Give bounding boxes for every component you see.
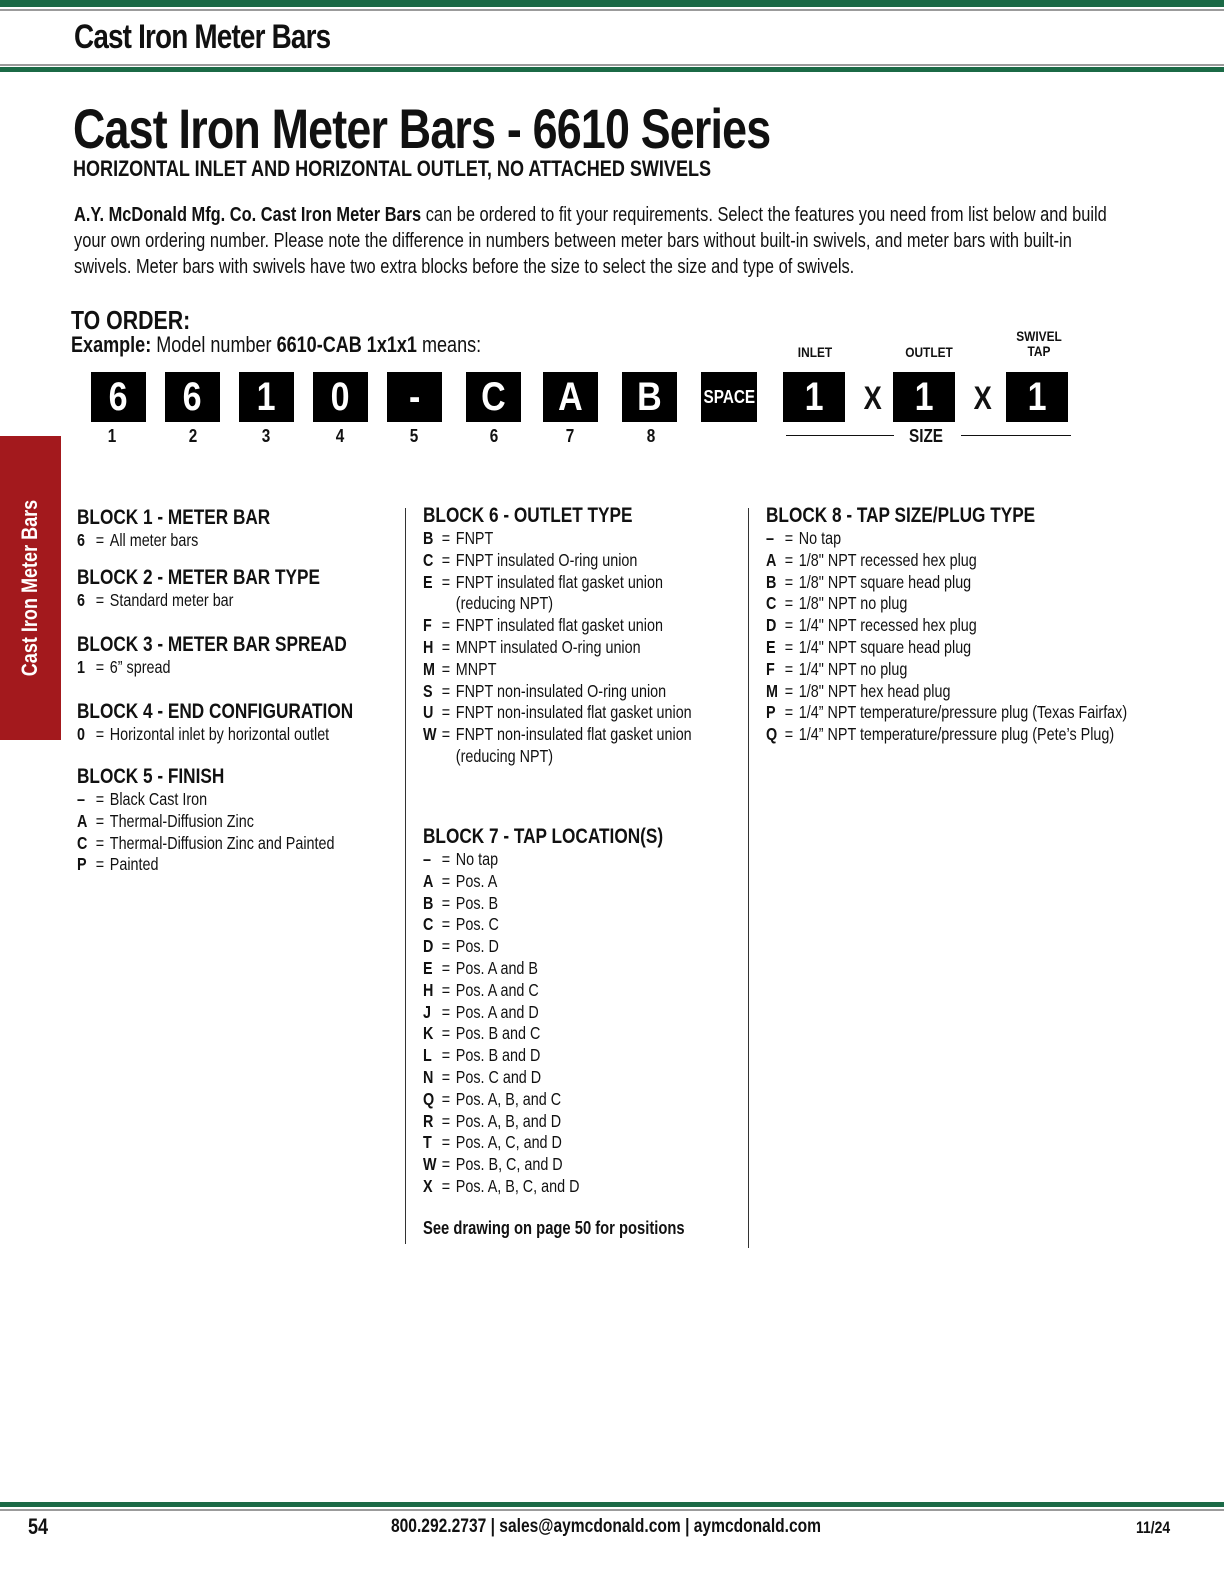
- position-number-1: 1: [107, 426, 117, 446]
- option-row: [423, 914, 751, 936]
- block-4-title: BLOCK 4 - END CONFIGURATION: [77, 700, 354, 723]
- inlet-label: INLET: [797, 344, 833, 360]
- option-description: Pos. A and B: [455, 957, 538, 978]
- page-subtitle: HORIZONTAL INLET AND HORIZONTAL OUTLET, NO ATTACHED SWIVELS: [73, 156, 712, 181]
- order-box-1-value: 6: [109, 374, 128, 419]
- option-description: No tap: [455, 849, 499, 869]
- option-row: [423, 1023, 751, 1045]
- option-code: H: [423, 979, 434, 1000]
- option-code: 6: [77, 530, 85, 550]
- option-equals: =: [784, 571, 794, 592]
- option-equals: =: [95, 724, 105, 744]
- option-code: C: [77, 832, 88, 853]
- option-code: D: [423, 936, 434, 957]
- option-row: [423, 1067, 751, 1089]
- option-row: [766, 702, 1160, 724]
- option-equals: =: [95, 810, 105, 831]
- option-row: [423, 1176, 751, 1198]
- option-row: [423, 702, 702, 724]
- option-row: [423, 1154, 751, 1176]
- option-equals: =: [784, 549, 794, 570]
- option-row: [77, 833, 405, 855]
- page-title: Cast Iron Meter Bars - 6610 Series: [73, 97, 771, 160]
- option-row: [766, 637, 1160, 659]
- option-equals: =: [441, 680, 451, 701]
- option-equals: =: [95, 590, 105, 610]
- option-description: Pos. A and C: [455, 979, 539, 1000]
- option-row: [766, 724, 1160, 746]
- option-code: 1: [77, 657, 85, 677]
- option-row: [766, 659, 1160, 681]
- option-code: X: [423, 1175, 433, 1196]
- option-code: P: [77, 854, 87, 875]
- option-equals: =: [95, 789, 105, 809]
- option-description: Pos. A, B, and D: [455, 1110, 562, 1131]
- option-row: [77, 590, 405, 612]
- footer-contact: 800.292.2737 | sales@aymcdonald.com | aymcdonald.com: [390, 1516, 822, 1537]
- block-5: [77, 765, 405, 876]
- option-description: FNPT insulated flat gasket union (reducing NPT): [455, 571, 663, 614]
- block-7-note: See drawing on page 50 for positions: [423, 1217, 685, 1238]
- intro-text: can be ordered to fit your requirements. Select the features you need from list below and build your own ordering number. Please note the difference in numbers between meter bars without built-in swivels, and meter bars with built-in swivels. Meter bars with swivels have two extra blocks before the size to select the size and type of swivels.: [74, 204, 1107, 278]
- option-equals: =: [441, 849, 451, 869]
- option-row: [77, 789, 405, 811]
- option-code: W: [423, 1154, 437, 1175]
- order-box-7-value: A: [558, 374, 583, 419]
- option-code: R: [423, 1110, 434, 1131]
- option-description: FNPT insulated O-ring union: [455, 549, 638, 570]
- side-section-tab: [0, 436, 61, 740]
- option-description: 1/4” NPT temperature/pressure plug (Texas Fairfax): [798, 702, 1128, 723]
- option-code: C: [423, 914, 434, 935]
- option-code: E: [423, 571, 433, 592]
- option-row: [423, 893, 751, 915]
- option-code: F: [766, 658, 775, 679]
- order-box-8-value: B: [637, 374, 662, 419]
- option-equals: =: [441, 892, 451, 913]
- size-separator-1: X: [863, 380, 882, 416]
- option-description: Standard meter bar: [109, 590, 234, 610]
- option-equals: =: [784, 615, 794, 636]
- option-code: A: [423, 870, 434, 891]
- option-code: J: [423, 1001, 431, 1022]
- option-equals: =: [784, 528, 794, 548]
- option-equals: =: [441, 636, 451, 657]
- order-box-2: [165, 372, 220, 422]
- order-box-swivel: [1006, 372, 1068, 422]
- order-box-space: [701, 372, 757, 422]
- option-row: [766, 615, 1160, 637]
- option-description: Pos. A, B, C, and D: [455, 1175, 580, 1196]
- option-code: 0: [77, 724, 85, 744]
- option-row: [423, 936, 751, 958]
- footer-page-number: 54: [28, 1514, 49, 1539]
- option-code: D: [766, 615, 777, 636]
- order-box-swivel-value: 1: [1027, 374, 1047, 419]
- option-equals: =: [441, 1023, 451, 1044]
- example-label: Example:: [71, 332, 152, 357]
- option-code: Q: [766, 724, 778, 745]
- swivel-label-line1: SWIVEL: [1016, 328, 1062, 344]
- option-code: A: [77, 810, 88, 831]
- option-row: [766, 593, 1160, 615]
- intro-paragraph: [74, 202, 1111, 280]
- option-code: E: [766, 636, 776, 657]
- option-equals: =: [441, 1066, 451, 1087]
- option-row: [423, 615, 702, 637]
- order-box-outlet-value: 1: [914, 374, 934, 419]
- option-equals: =: [441, 549, 451, 570]
- option-equals: =: [441, 528, 451, 548]
- order-box-8: [622, 372, 677, 422]
- position-number-8: 8: [646, 426, 656, 446]
- block-6-title: BLOCK 6 - OUTLET TYPE: [423, 504, 633, 527]
- block-2: [77, 566, 405, 612]
- option-description: Pos. A and D: [455, 1001, 539, 1022]
- block-5-list: [77, 789, 405, 876]
- header-green-rule: [0, 67, 1224, 72]
- option-description: 1/8" NPT no plug: [798, 593, 908, 614]
- option-row: [423, 659, 702, 681]
- option-description: Pos. A: [455, 870, 498, 891]
- size-label: SIZE: [908, 426, 944, 446]
- option-description: MNPT: [455, 658, 497, 679]
- option-description: FNPT non-insulated flat gasket union: [455, 702, 692, 723]
- block-4-list: [77, 724, 405, 746]
- order-box-6-value: C: [481, 374, 506, 419]
- option-code: A: [766, 549, 777, 570]
- option-description: Thermal-Diffusion Zinc and Painted: [109, 832, 335, 853]
- position-number-4: 4: [335, 426, 345, 446]
- option-row: [423, 572, 702, 616]
- option-code: W: [423, 724, 437, 745]
- block-7-title: BLOCK 7 - TAP LOCATION(S): [423, 825, 664, 848]
- option-equals: =: [441, 1088, 451, 1109]
- option-code: B: [423, 528, 434, 548]
- option-code: –: [77, 789, 85, 809]
- option-description: 6” spread: [109, 657, 171, 677]
- intro-brand: A.Y. McDonald Mfg. Co. Cast Iron Meter Bars: [74, 204, 422, 226]
- option-equals: =: [441, 936, 451, 957]
- footer-date: 11/24: [1136, 1518, 1171, 1537]
- example-text: Model number: [151, 332, 277, 357]
- option-row: [423, 958, 751, 980]
- option-equals: =: [95, 832, 105, 853]
- block-3-title: BLOCK 3 - METER BAR SPREAD: [77, 633, 347, 656]
- option-equals: =: [784, 680, 794, 701]
- option-equals: =: [441, 870, 451, 891]
- block-8: [766, 504, 1160, 746]
- block-7-list: [423, 849, 751, 1198]
- option-description: 1/4" NPT recessed hex plug: [798, 615, 977, 636]
- option-equals: =: [441, 615, 451, 636]
- option-equals: =: [784, 593, 794, 614]
- order-box-3-value: 1: [257, 374, 276, 419]
- block-3-list: [77, 657, 405, 679]
- option-code: Q: [423, 1088, 435, 1109]
- option-description: Pos. A, B, and C: [455, 1088, 562, 1109]
- option-equals: =: [784, 636, 794, 657]
- order-box-4-value: 0: [331, 374, 350, 419]
- option-code: L: [423, 1045, 432, 1066]
- option-row: [423, 528, 702, 550]
- option-description: 1/8" NPT recessed hex plug: [798, 549, 977, 570]
- option-equals: =: [784, 658, 794, 679]
- option-description: 1/8" NPT square head plug: [798, 571, 972, 592]
- option-description: FNPT: [455, 528, 494, 548]
- option-row: [766, 681, 1160, 703]
- option-row: [423, 637, 702, 659]
- order-box-outlet: [893, 372, 955, 422]
- order-box-space-value: SPACE: [703, 386, 755, 407]
- option-code: B: [423, 892, 434, 913]
- position-number-2: 2: [188, 426, 198, 446]
- option-code: T: [423, 1132, 432, 1153]
- option-code: –: [423, 849, 431, 869]
- option-row: [77, 657, 405, 679]
- size-separator-2: X: [973, 380, 992, 416]
- option-row: [77, 724, 405, 746]
- example-suffix: means:: [416, 332, 482, 357]
- block-2-title: BLOCK 2 - METER BAR TYPE: [77, 566, 321, 589]
- option-code: F: [423, 615, 432, 636]
- order-box-inlet-value: 1: [804, 374, 824, 419]
- option-description: Pos. C and D: [455, 1066, 542, 1087]
- option-equals: =: [441, 1154, 451, 1175]
- option-description: Pos. A, C, and D: [455, 1132, 562, 1153]
- option-equals: =: [95, 657, 105, 677]
- swivel-tap-label: [1016, 329, 1062, 359]
- block-1-title: BLOCK 1 - METER BAR: [77, 506, 271, 529]
- position-number-3: 3: [261, 426, 271, 446]
- option-code: N: [423, 1066, 434, 1087]
- option-code: E: [423, 957, 433, 978]
- footer-gray-rule: [0, 1509, 1224, 1511]
- option-row: [423, 1111, 751, 1133]
- block-8-title: BLOCK 8 - TAP SIZE/PLUG TYPE: [766, 504, 1036, 527]
- option-description: 1/4" NPT no plug: [798, 658, 908, 679]
- option-description: No tap: [798, 528, 842, 548]
- block-1-list: [77, 530, 405, 552]
- option-code: M: [423, 658, 435, 679]
- to-order-heading: TO ORDER:: [71, 305, 191, 335]
- option-row: [77, 530, 405, 552]
- position-number-7: 7: [565, 426, 575, 446]
- block-8-list: [766, 528, 1160, 746]
- option-row: [423, 1089, 751, 1111]
- top-gray-rule: [0, 9, 1224, 11]
- option-equals: =: [441, 1001, 451, 1022]
- option-row: [423, 1002, 751, 1024]
- option-equals: =: [441, 571, 451, 592]
- option-code: 6: [77, 590, 85, 610]
- option-description: Black Cast Iron: [109, 789, 208, 809]
- block-6: [423, 504, 702, 768]
- block-5-title: BLOCK 5 - FINISH: [77, 765, 225, 788]
- option-code: K: [423, 1023, 434, 1044]
- option-equals: =: [441, 957, 451, 978]
- option-code: B: [766, 571, 777, 592]
- option-equals: =: [95, 854, 105, 875]
- option-description: MNPT insulated O-ring union: [455, 636, 641, 657]
- order-box-5-value: -: [408, 374, 421, 419]
- column-divider-1: [405, 508, 406, 1244]
- option-equals: =: [441, 1132, 451, 1153]
- option-description: 1/4” NPT temperature/pressure plug (Pete’s Plug): [798, 724, 1115, 745]
- size-bracket-right: [961, 435, 1071, 436]
- option-code: –: [766, 528, 774, 548]
- option-description: FNPT insulated flat gasket union: [455, 615, 663, 636]
- option-equals: =: [441, 1045, 451, 1066]
- order-box-5: [387, 372, 442, 422]
- option-row: [423, 1045, 751, 1067]
- option-equals: =: [441, 1110, 451, 1131]
- footer-green-rule: [0, 1502, 1224, 1507]
- order-box-1: [91, 372, 146, 422]
- option-description: 1/4" NPT square head plug: [798, 636, 972, 657]
- option-description: Horizontal inlet by horizontal outlet: [109, 724, 330, 744]
- option-row: [77, 854, 405, 876]
- header-title: Cast Iron Meter Bars: [74, 18, 331, 56]
- option-description: Pos. B, C, and D: [455, 1154, 563, 1175]
- option-code: H: [423, 636, 434, 657]
- option-equals: =: [95, 530, 105, 550]
- header-gray-rule: [0, 64, 1224, 66]
- swivel-label-line2: TAP: [1027, 343, 1051, 359]
- order-box-7: [543, 372, 598, 422]
- option-equals: =: [784, 702, 794, 723]
- option-row: [423, 1132, 751, 1154]
- example-model: 6610-CAB 1x1x1: [276, 332, 417, 357]
- option-equals: =: [784, 724, 794, 745]
- block-4: [77, 700, 405, 746]
- option-code: P: [766, 702, 776, 723]
- order-box-4: [313, 372, 368, 422]
- option-row: [423, 871, 751, 893]
- option-description: Pos. B and D: [455, 1045, 541, 1066]
- option-equals: =: [441, 702, 451, 723]
- option-row: [766, 572, 1160, 594]
- option-description: FNPT non-insulated O-ring union: [455, 680, 667, 701]
- option-row: [423, 849, 751, 871]
- option-code: C: [423, 549, 434, 570]
- side-tab-label: Cast Iron Meter Bars: [17, 499, 42, 677]
- option-row: [423, 550, 702, 572]
- block-6-list: [423, 528, 702, 768]
- order-box-inlet: [783, 372, 845, 422]
- option-row: [423, 980, 751, 1002]
- option-row: [766, 528, 1160, 550]
- option-code: C: [766, 593, 777, 614]
- option-equals: =: [441, 979, 451, 1000]
- size-bracket-left: [786, 435, 894, 436]
- example-line: [71, 332, 481, 358]
- block-3: [77, 633, 405, 679]
- option-equals: =: [441, 914, 451, 935]
- option-row: [77, 811, 405, 833]
- option-description: Painted: [109, 854, 159, 875]
- option-description: Pos. B and C: [455, 1023, 541, 1044]
- position-number-6: 6: [489, 426, 499, 446]
- option-row: [423, 681, 702, 703]
- order-box-2-value: 6: [183, 374, 202, 419]
- block-1: [77, 506, 405, 552]
- block-2-list: [77, 590, 405, 612]
- option-code: M: [766, 680, 778, 701]
- order-box-6: [466, 372, 521, 422]
- option-code: S: [423, 680, 433, 701]
- option-row: [423, 724, 702, 768]
- option-description: Thermal-Diffusion Zinc: [109, 810, 254, 831]
- position-number-5: 5: [409, 426, 419, 446]
- option-code: U: [423, 702, 434, 723]
- outlet-label: OUTLET: [905, 344, 953, 360]
- top-green-rule: [0, 0, 1224, 7]
- option-description: 1/8" NPT hex head plug: [798, 680, 951, 701]
- option-equals: =: [441, 658, 451, 679]
- block-7: [423, 825, 751, 1239]
- option-description: FNPT non-insulated flat gasket union (reducing NPT): [455, 724, 692, 766]
- option-description: Pos. C: [455, 914, 499, 935]
- option-description: Pos. D: [455, 936, 499, 957]
- option-description: All meter bars: [109, 530, 199, 550]
- option-equals: =: [441, 1175, 451, 1196]
- option-description: Pos. B: [455, 892, 499, 913]
- order-box-3: [239, 372, 294, 422]
- option-row: [766, 550, 1160, 572]
- option-equals: =: [441, 724, 451, 745]
